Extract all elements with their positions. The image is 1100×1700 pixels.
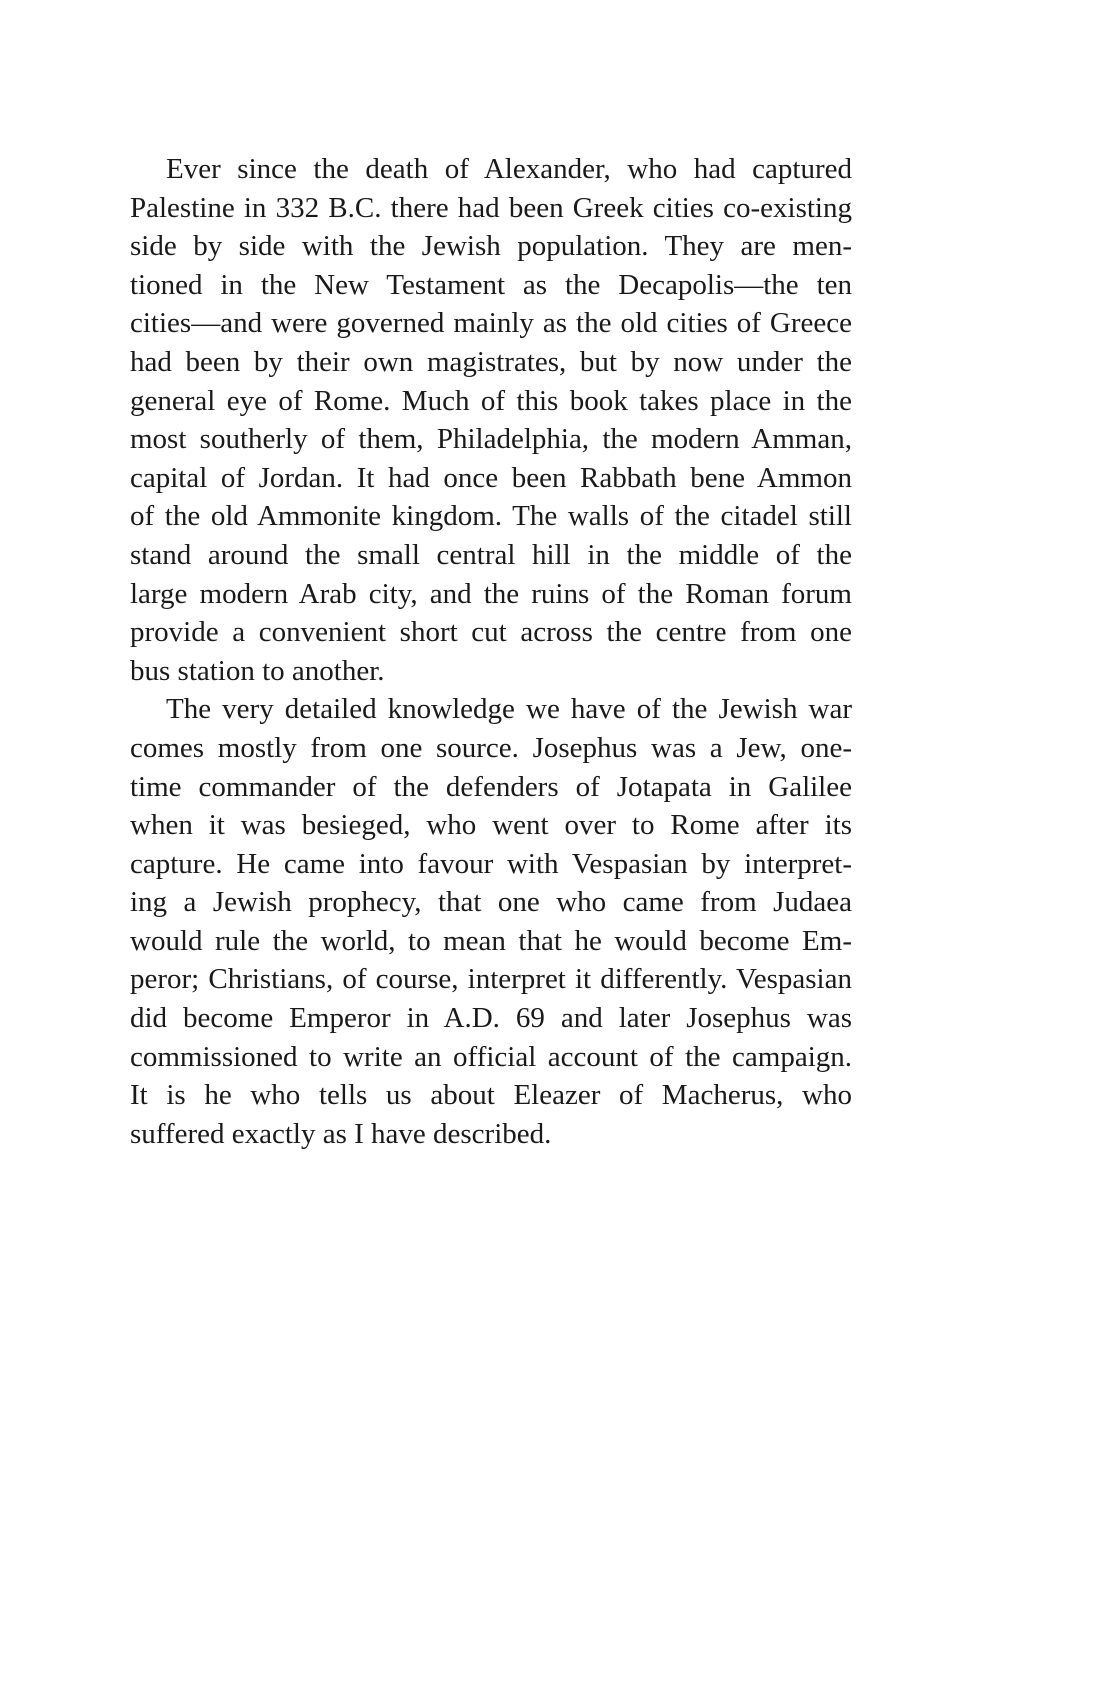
text-line: capital of Jordan. It had once been Rabbath bene Ammon xyxy=(130,461,852,494)
paragraph-2 xyxy=(130,690,852,1153)
text-line: time commander of the defenders of Jotapata in Galilee xyxy=(130,770,852,803)
text-line: had been by their own magistrates, but by now under the xyxy=(130,345,852,378)
text-line: when it was besieged, who went over to Rome after its xyxy=(130,809,852,842)
text-line: Palestine in 332 B.C. there had been Greek cities co-existing xyxy=(130,191,852,224)
text-line: ing a Jewish prophecy, that one who came from Judaea xyxy=(130,886,852,919)
text-line: provide a convenient short cut across the centre from one xyxy=(130,616,852,649)
text-line: general eye of Rome. Much of this book takes place in the xyxy=(130,384,852,417)
paragraph-1 xyxy=(130,150,852,690)
text-line: The very detailed knowledge we have of the Jewish war xyxy=(166,693,852,726)
text-line: comes mostly from one source. Josephus was a Jew, one- xyxy=(130,731,852,764)
book-page-text xyxy=(130,150,852,1153)
text-line: of the old Ammonite kingdom. The walls of the citadel still xyxy=(130,500,852,533)
text-line: did become Emperor in A.D. 69 and later Josephus was xyxy=(130,1002,852,1035)
text-line: cities—and were governed mainly as the old cities of Greece xyxy=(130,307,852,340)
text-line: Ever since the death of Alexander, who had captured xyxy=(166,153,852,185)
text-line: large modern Arab city, and the ruins of the Roman forum xyxy=(130,577,852,610)
text-line: stand around the small central hill in the middle of the xyxy=(130,538,852,571)
text-line: It is he who tells us about Eleazer of Macherus, who xyxy=(130,1079,852,1112)
text-line: capture. He came into favour with Vespasian by interpret- xyxy=(130,847,852,880)
text-line: peror; Christians, of course, interpret it differently. Vespasian xyxy=(130,963,852,996)
text-line: bus station to another. xyxy=(130,654,385,687)
text-line: side by side with the Jewish population. They are men- xyxy=(130,230,852,263)
text-line: suffered exactly as I have described. xyxy=(130,1117,552,1150)
text-line: tioned in the New Testament as the Decapolis—the ten xyxy=(130,268,852,301)
text-line: most southerly of them, Philadelphia, the modern Amman, xyxy=(130,423,852,456)
text-line: would rule the world, to mean that he would become Em- xyxy=(130,924,852,957)
text-line: commissioned to write an official account of the campaign. xyxy=(130,1040,852,1073)
